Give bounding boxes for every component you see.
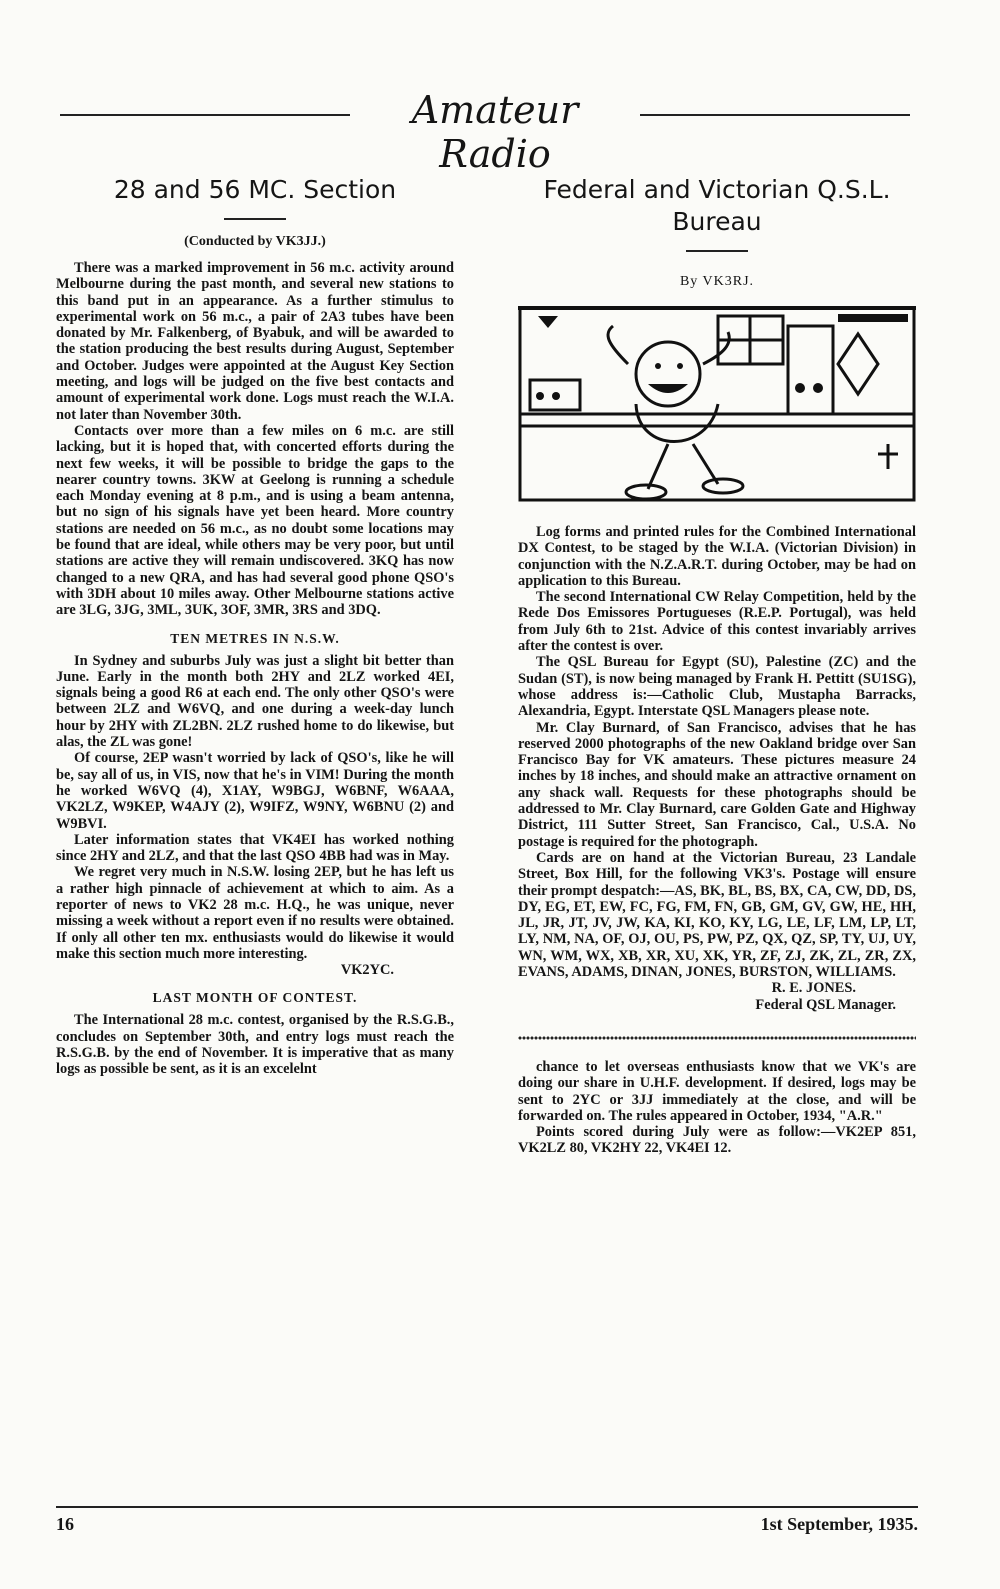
- right-column: [518, 170, 916, 1157]
- masthead-title: Amateur Radio: [411, 88, 579, 176]
- paragraph: We regret very much in N.S.W. losing 2EP, but he has left us a rather high pinnacle of achievement at which to aim. As a reporter of news to VK2 28 m.c. H.Q., he was unique, never missing a week without a report even if no results were obtained. If only all other ten mx. enthusiasts would do likewise it would make this section much more interesting.: [56, 864, 454, 962]
- heading-rule: [224, 218, 286, 220]
- paragraph: Log forms and printed rules for the Combined International DX Contest, to be staged by the W.I.A. (Victorian Division) in conjunction with the N.Z.A.R.T. during October, may be had on application to this Bureau.: [518, 524, 916, 589]
- page-number: 16: [56, 1514, 74, 1534]
- paragraph: In Sydney and suburbs July was just a slight bit better than June. Early in the month both 2HY and 2LZ worked 4EI, signals being a good R6 at each end. The only other QSO's were between 2LZ and W6VQ, and one during a week-day lunch hour by 2HY with ZL2BN. 2LZ rushed home to do likewise, but alas, the ZL was gone!: [56, 652, 454, 751]
- paragraph: Mr. Clay Burnard, of San Francisco, advises that he has reserved 2000 photographs of the new Oakland bridge over San Francisco Bay for VK amateurs. These pictures measure 24 inches by 18 inches, and should make an attractive ornament on any shack wall. Requests for these photographs should be addressed to Mr. Clay Burnard, care Golden Gate and Highway District, 111 Sutter Street, San Francisco, Cal., U.S.A. No postage is required for the photograph.: [518, 719, 916, 850]
- footer-rule: [56, 1506, 918, 1508]
- paragraph: Of course, 2EP wasn't worried by lack of QSO's, like he will be, say all of us, in VIS, now that he's in VIM! During the month he worked W6VQ (4), X1AY, W9BGJ, W6BNF, W6AAA, VK2LZ, W9KEP, W4AJY (2), W9IFZ, W9NY, W6BNU (2) and W9BVI.: [56, 750, 454, 832]
- masthead-rule-right: [640, 114, 910, 116]
- paragraph: The International 28 m.c. contest, organised by the R.S.G.B., concludes on September 30th, and entry logs must reach the R.S.G.B. by the end of November. It is imperative that as many logs as possible be sent, as it is an excelelnt: [56, 1012, 454, 1078]
- left-column: [56, 170, 454, 1078]
- paragraph: The second International CW Relay Competition, held by the Rede Dos Emissores Portugueses (R.E.P. Portugal), was held from July 6th to 21st. Advice of this contest invariably arrives after the contest is over.: [518, 589, 916, 655]
- paragraph: There was a marked improvement in 56 m.c. activity around Melbourne during the past month, and several new stations to this band put in an appearance. As a further stimulus to experimental work on 56 m.c., a pair of 2A3 tubes have been donated by Mr. Falkenberg, of Byabuk, and will be awarded to the station producing the best results during August, September and October. Judges were appointed at the August Key Section meeting, and logs will be judged on the five best contacts and amount of experimental work done. Logs must reach the W.I.A. not later than November 30th.: [56, 260, 454, 423]
- byline: By VK3RJ.: [679, 274, 755, 289]
- subheading-last-month: LAST MONTH OF CONTEST.: [152, 990, 358, 1006]
- heading-rule: [686, 250, 748, 252]
- masthead: [60, 88, 910, 176]
- paragraph: Cards are on hand at the Victorian Bureau, 23 Landale Street, Box Hill, for the following VK3's. Postage will ensure their prompt despatch:—AS, BK, BL, BS, BX, CA, CW, DD, DS, DY, EG, ET, EW, FC, FG, FM, FN, GB, GM, GV, GW, HE, HH, JL, JR, JT, JV, JW, KA, KI, KO, KY, LG, LE, LF, LM, LP, LT, LY, NM, NA, OF, OJ, OU, PS, PW, PZ, QX, QZ, SP, TY, UJ, UY, WN, WM, WX, XB, XR, XU, XK, YR, ZF, ZJ, ZK, ZL, ZR, ZX, EVANS, ADAMS, DINAN, JONES, BURSTON, WILLIAMS.: [518, 849, 916, 981]
- conducted-by: (Conducted by VK3JJ.): [184, 234, 326, 249]
- subheading-ten-metres: TEN METRES IN N.S.W.: [170, 630, 340, 646]
- paragraph: The QSL Bureau for Egypt (SU), Palestine (ZC) and the Sudan (ST), is now being managed by Frank H. Pettitt (SU1SG), whose address is:—Catholic Club, Mustapha Barracks, Alexandria, Egypt. Interstate QSL Managers please note.: [518, 654, 916, 720]
- dotted-divider: [518, 1035, 916, 1041]
- section-heading-28-56mc: 28 and 56 MC. Section: [113, 175, 397, 204]
- paragraph: chance to let overseas enthusiasts know that we VK's are doing our share in U.H.F. development. If desired, logs may be sent to 2YC or 3JJ immediately at the close, and will be forwarded on. The rules appeared in October, 1934, "A.R.": [518, 1058, 916, 1124]
- section-heading-qsl-bureau: Federal and Victorian Q.S.L. Bureau: [543, 175, 891, 236]
- cartoon-illustration: [518, 304, 916, 504]
- paragraph: Points scored during July were as follow:—VK2EP 851, VK2LZ 80, VK2HY 22, VK4EI 12.: [518, 1124, 916, 1157]
- paragraph: Later information states that VK4EI has worked nothing since 2HY and 2LZ, and that the last QSO 4BB had was in May.: [56, 831, 454, 865]
- signature-title: Federal QSL Manager.: [755, 996, 896, 1013]
- paragraph: Contacts over more than a few miles on 6 m.c. are still lacking, but it is hoped that, with concerted efforts during the next few weeks, it will be possible to bridge the gaps to the nearer country towns. 3KW at Geelong is running a schedule each Monday evening at 8 p.m., and is using a beam antenna, but no sign of his signals have yet been heard. More country stations are needed on 56 m.c., as no doubt some locations may be found that are ideal, while others may be very poor, but until stations are active they will remain undiscovered. 3KQ has now changed to a new QRA, and has had several good phone QSO's with 3DH about 10 miles away. Other Melbourne stations active are 3LG, 3JG, 3ML, 3UK, 3OF, 3MR, 3RS and 3DQ.: [56, 422, 454, 619]
- signature-vk2yc: VK2YC.: [340, 962, 394, 979]
- masthead-rule-left: [60, 114, 350, 116]
- issue-date: 1st September, 1935.: [760, 1514, 918, 1534]
- signature-name: R. E. JONES.: [771, 980, 856, 997]
